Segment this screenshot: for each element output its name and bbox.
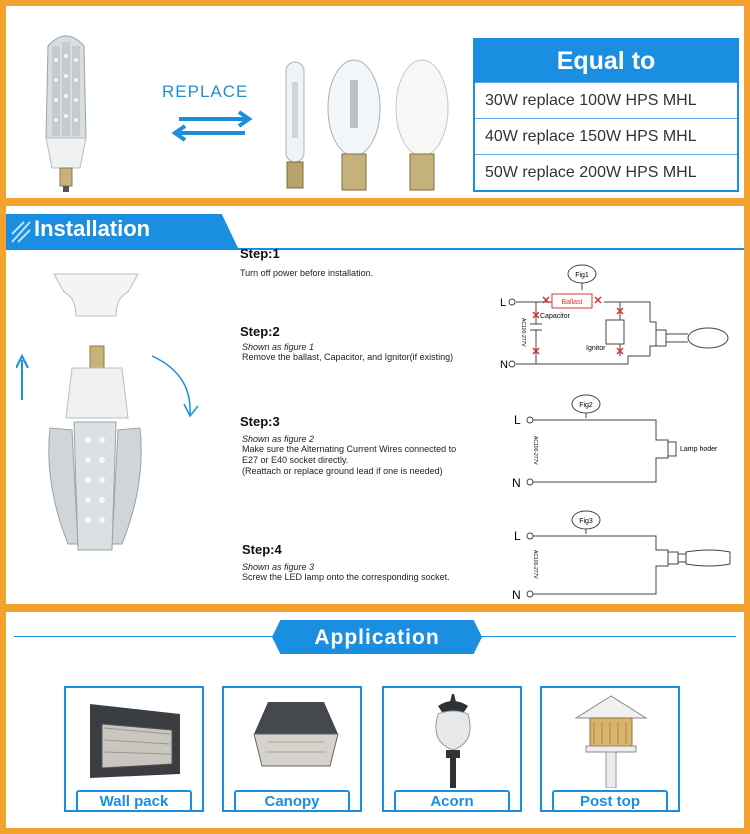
canopy-image (238, 694, 348, 784)
lamp-installation-image (16, 264, 216, 564)
acorn-label: Acorn (394, 790, 510, 812)
step-2-figure: Shown as figure 1 (242, 342, 315, 352)
installation-divider (6, 248, 744, 250)
installation-title: Installation (34, 216, 151, 241)
post-top-image (556, 690, 666, 788)
figure-2-diagram (506, 392, 740, 488)
fig1-voltage-label: AC100-277V (520, 318, 526, 347)
fig1-n-label: N (500, 359, 508, 371)
hid-bulbs-image (274, 58, 456, 194)
fig3-label: Fig3 (579, 518, 593, 525)
wall-pack-image (80, 694, 190, 784)
equal-row-2: 40W replace 150W HPS MHL (475, 118, 737, 154)
step-3-heading: Step:3 (240, 414, 280, 429)
fig3-n-label: N (512, 588, 521, 602)
led-corn-lamp-image (36, 26, 96, 196)
step-3-text-2: E27 or E40 socket directly. (242, 455, 349, 465)
fig1-ballast-label: Ballast (561, 299, 583, 306)
swap-arrows-icon (171, 110, 253, 142)
step-2-text: Remove the ballast, Capacitor, and Ignitor(if existing) (242, 352, 454, 362)
equal-row-1: 30W replace 100W HPS MHL (475, 82, 737, 118)
step-4-figure: Shown as figure 3 (242, 562, 315, 572)
fig1-ignitor-label: Ignitor (586, 345, 606, 352)
post-top-label: Post top (552, 790, 668, 812)
step-3-figure: Shown as figure 2 (242, 434, 315, 444)
fig3-l-label: L (514, 529, 521, 543)
equal-row-3: 50W replace 200W HPS MHL (475, 154, 737, 190)
step-3-text-1: Make sure the Alternating Current Wires connected to (242, 444, 457, 454)
step-4-heading: Step:4 (242, 542, 282, 557)
card-acorn (382, 686, 522, 812)
figure-3-diagram (506, 508, 740, 602)
stripes-icon (10, 220, 32, 244)
fig2-l-label: L (514, 413, 521, 427)
fig1-l-label: L (500, 297, 507, 309)
step-1-heading: Step:1 (240, 246, 280, 261)
application-panel (6, 612, 744, 828)
fig3-voltage-label: AC100-277V (532, 550, 538, 579)
application-title: Application (314, 626, 440, 649)
equal-to-title: Equal to (475, 40, 737, 82)
replace-label: REPLACE (162, 82, 249, 101)
fig2-n-label: N (512, 476, 521, 488)
fig2-lamp-holder-label: Lamp hoder (680, 446, 718, 453)
replace-panel (6, 6, 744, 198)
acorn-image (398, 690, 508, 788)
card-post-top (540, 686, 680, 812)
step-4-text: Screw the LED lamp onto the corresponding socket. (242, 572, 450, 582)
card-canopy (222, 686, 362, 812)
step-3-text-3: (Reattach or replace ground lead if one is needed) (242, 466, 443, 476)
step-2-heading: Step:2 (240, 324, 280, 339)
fig2-voltage-label: AC100-277V (532, 436, 538, 465)
canopy-label: Canopy (234, 790, 350, 812)
fig1-label: Fig1 (575, 272, 589, 279)
step-1-text: Turn off power before installation. (240, 268, 374, 278)
wall-pack-label: Wall pack (76, 790, 192, 812)
fig1-capacitor-label: Capacitor (540, 313, 570, 320)
installation-panel (6, 206, 744, 604)
equal-to-table (473, 38, 739, 192)
card-wall-pack (64, 686, 204, 812)
figure-1-diagram (500, 262, 740, 374)
fig2-label: Fig2 (579, 402, 593, 409)
